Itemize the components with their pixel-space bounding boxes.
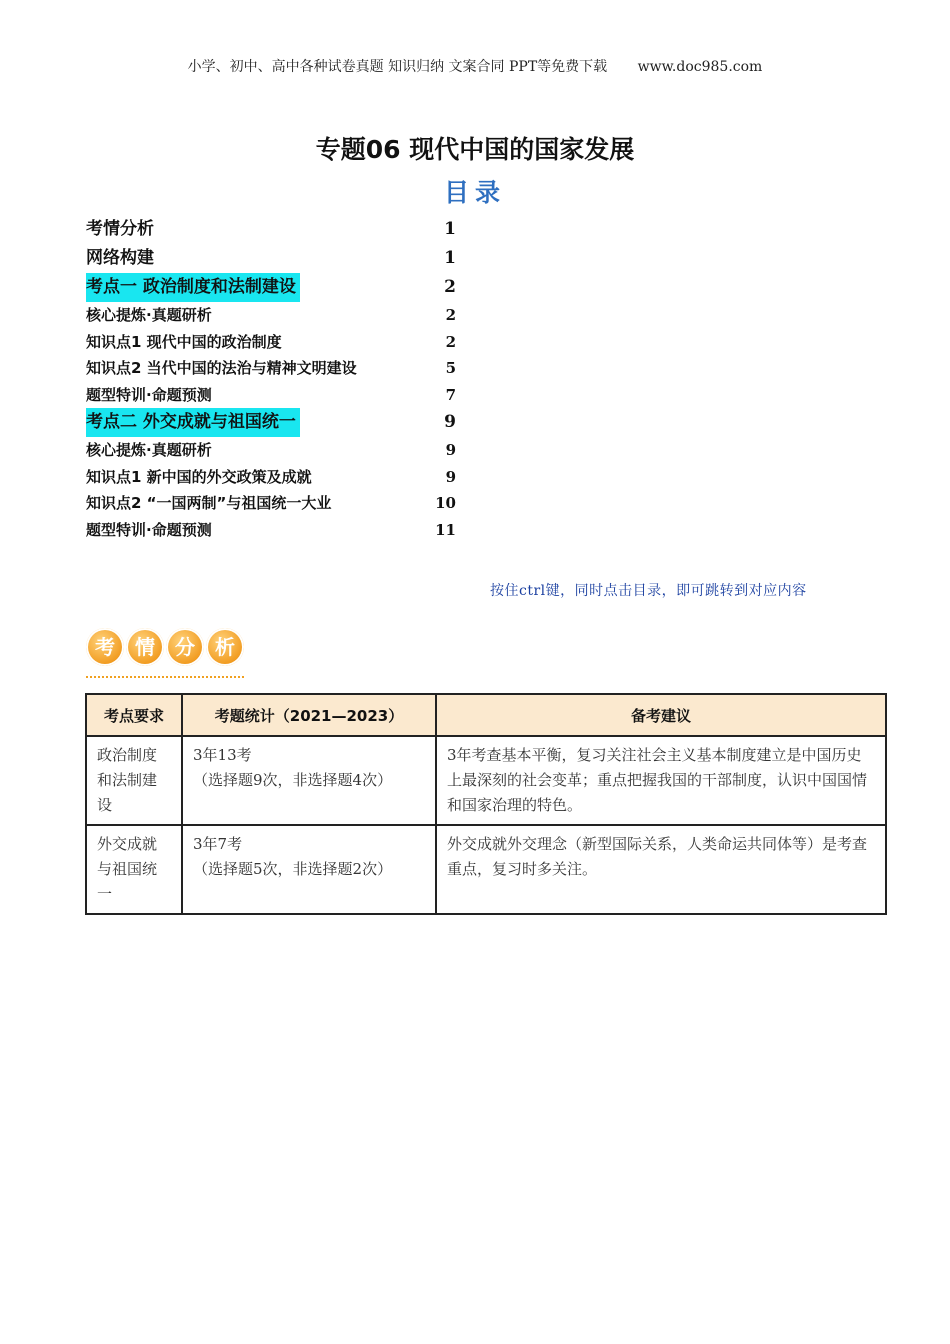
toc-entry-page: 9	[445, 467, 456, 486]
toc-entry-label: 知识点1 现代中国的政治制度	[86, 332, 282, 351]
stats-detail: （选择题5次，非选择题2次）	[193, 860, 393, 878]
header-text: 小学、初中、高中各种试卷真题 知识归纳 文案合同 PPT等免费下载	[187, 59, 608, 75]
toc-entry-page: 9	[445, 441, 456, 459]
toc-entry[interactable]	[86, 408, 486, 437]
badge-char-2: 情	[126, 628, 164, 666]
exam-analysis-table	[85, 693, 887, 915]
badge-underline	[86, 670, 244, 678]
navigation-hint: 按住ctrl键，同时点击目录，即可跳转到对应内容	[490, 583, 807, 599]
toc-entry-label: 考点二 外交成就与祖国统一	[86, 408, 300, 437]
stats-detail: （选择题9次，非选择题4次）	[193, 771, 393, 789]
toc-entry-label: 考情分析	[86, 219, 154, 239]
header-stats: 考题统计（2021—2023）	[182, 694, 436, 736]
toc-entry[interactable]	[86, 273, 486, 302]
toc-entry-page: 11	[435, 520, 456, 539]
stats-summary: 3年13考	[193, 746, 252, 764]
toc-entry-page: 2	[444, 277, 456, 297]
toc-entry-label: 知识点2 当代中国的法治与精神文明建设	[86, 359, 357, 377]
cell-stats	[182, 825, 436, 914]
toc-entry-label: 核心提炼·真题研析	[86, 441, 212, 459]
toc-entry-label: 知识点1 新中国的外交政策及成就	[86, 467, 312, 486]
toc-heading: 目录	[443, 178, 506, 207]
toc-entry[interactable]	[86, 517, 486, 544]
page-header	[0, 56, 950, 76]
table-of-contents	[86, 215, 486, 543]
toc-entry-page: 1	[444, 248, 456, 268]
stats-summary: 3年7考	[193, 835, 243, 853]
badge-char-3: 分	[166, 628, 204, 666]
cell-topic: 政治制度和法制建设	[86, 736, 182, 825]
toc-entry-page: 2	[445, 332, 456, 351]
document-title: 专题06 现代中国的国家发展	[315, 135, 635, 164]
toc-entry-label: 考点一 政治制度和法制建设	[86, 273, 300, 302]
header-advice: 备考建议	[436, 694, 886, 736]
toc-entry[interactable]	[86, 437, 486, 464]
toc-entry[interactable]	[86, 302, 486, 329]
toc-entry-label: 题型特训·命题预测	[86, 385, 212, 404]
toc-entry[interactable]	[86, 244, 486, 273]
cell-stats	[182, 736, 436, 825]
cell-topic: 外交成就与祖国统一	[86, 825, 182, 914]
toc-entry-label: 题型特训·命题预测	[86, 520, 212, 539]
toc-entry[interactable]	[86, 490, 486, 517]
badge-char-4: 析	[206, 628, 244, 666]
toc-entry-page: 9	[444, 412, 456, 432]
toc-entry-page: 5	[445, 359, 456, 377]
section-badge	[86, 626, 246, 678]
header-site-link[interactable]: www.doc985.com	[637, 59, 763, 75]
toc-entry[interactable]	[86, 382, 486, 409]
toc-entry-page: 7	[445, 385, 456, 404]
table-header-row	[86, 694, 886, 736]
cell-advice: 外交成就外交理念（新型国际关系，人类命运共同体等）是考查重点，复习时多关注。	[436, 825, 886, 914]
cell-advice: 3年考查基本平衡，复习关注社会主义基本制度建立是中国历史上最深刻的社会变革；重点把握我国的干部制度，认识中国国情和国家治理的特色。	[436, 736, 886, 825]
header-topic: 考点要求	[86, 694, 182, 736]
badge-char-1: 考	[86, 628, 124, 666]
toc-entry-page: 1	[444, 219, 456, 239]
toc-entry[interactable]	[86, 355, 486, 382]
toc-entry-page: 10	[435, 494, 456, 512]
toc-entry[interactable]	[86, 215, 486, 244]
table-row	[86, 736, 886, 825]
toc-entry-page: 2	[445, 306, 456, 324]
toc-entry[interactable]	[86, 464, 486, 491]
toc-entry[interactable]	[86, 329, 486, 356]
toc-entry-label: 核心提炼·真题研析	[86, 306, 212, 324]
toc-entry-label: 知识点2 “一国两制”与祖国统一大业	[86, 494, 332, 512]
toc-entry-label: 网络构建	[86, 248, 154, 268]
table-row	[86, 825, 886, 914]
